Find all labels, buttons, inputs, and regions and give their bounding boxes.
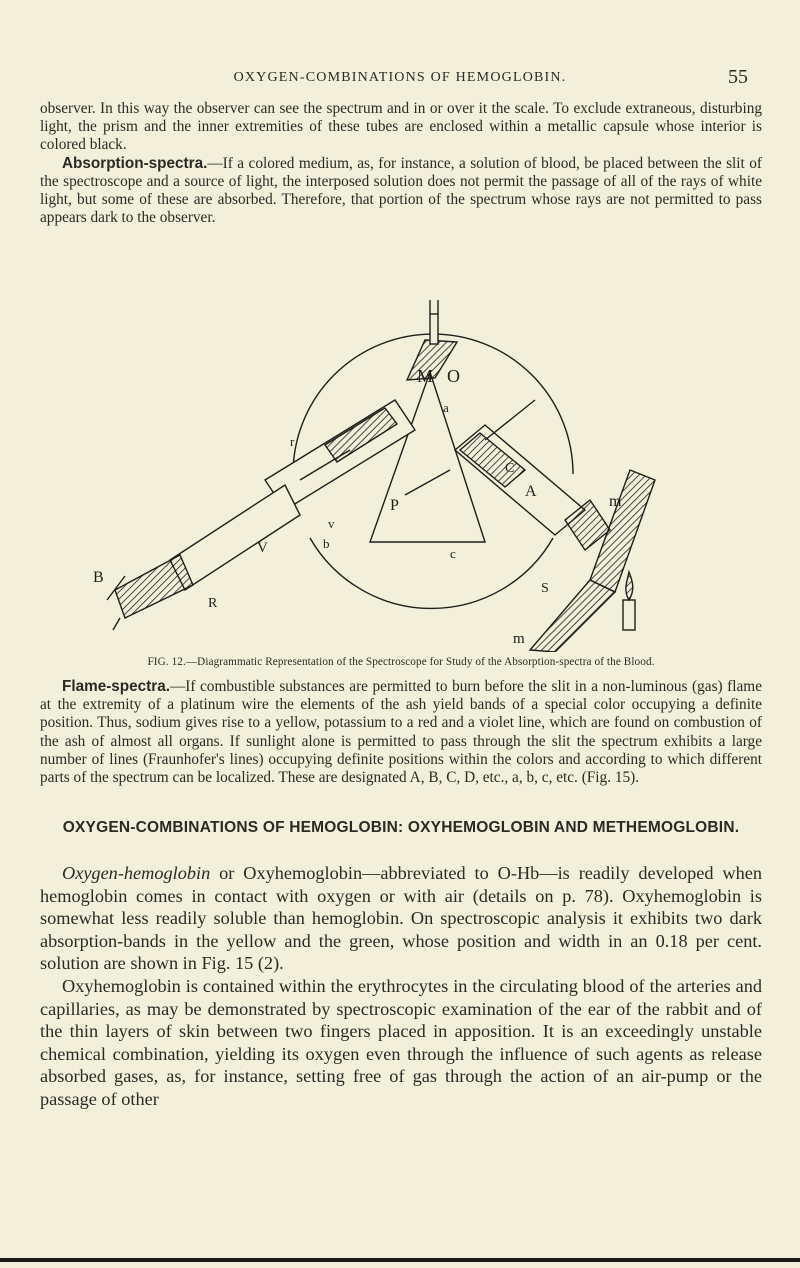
paragraph-circulating-blood: Oxyhemoglobin is contained within the erythrocytes in the circulating blood of the arteries and capillaries, as may be demonstrated by spectroscopic examination of the ear of the rabbit and of the thin layers of skin between two fingers placed in apposition. It is an exceedingly unstable chemical combination, yielding its oxygen even through the influence of such agents as release absorbed gases, as, for instance, setting free of gas through the action of an air-pump or the passage of other: [40, 975, 762, 1109]
label-R: R: [208, 596, 218, 611]
label-S: S: [541, 581, 549, 596]
label-A: A: [525, 483, 537, 500]
spectroscope-figure: [85, 300, 685, 652]
run-in-heading-flame: Flame-spectra.: [62, 678, 170, 695]
figure-caption: FIG. 12.—Diagrammatic Representation of the Spectroscope for Study of the Absorption-spectra of the Blood.: [147, 656, 655, 668]
flame-spectra-text: [40, 678, 762, 787]
label-a: a: [443, 400, 449, 415]
spectroscope-diagram: [85, 300, 685, 652]
label-v: v: [328, 516, 335, 531]
section-heading: OXYGEN-COMBINATIONS OF HEMOGLOBIN: OXYHEMOGLOBIN AND METHEMOGLOBIN.: [62, 819, 740, 836]
flame-text: —If combustible substances are permitted to burn before the slit in a non-luminous (gas) flame at the extremity of a platinum wire the elements of the ash yield bands of a special color occupying a definite position. Thus, sodium gives rise to a yellow, potassium to a red and a violet line, which are found on combustion of the ash of almost all organs. If sunlight alone is permitted to pass through the slit the spectrum exhibits a large number of lines (Fraunhofer's lines) occupying definite positions within the colors and according to which different parts of the spectrum can be localized. These are designated A, B, C, D, etc., a, b, c, etc. (Fig. 15).: [40, 678, 762, 787]
paragraph-observer: observer. In this way the observer can see the spectrum and in or over it the scale. To exclude extraneous, disturbing light, the prism and the inner extremities of these tubes are enclosed within a metallic capsule whose interior is colored black.: [40, 100, 762, 154]
run-in-heading-absorption: Absorption-spectra.: [62, 154, 208, 172]
label-P: P: [390, 497, 399, 514]
label-r: r: [290, 434, 295, 449]
label-m-top: m: [609, 493, 622, 510]
oxyhemoglobin-text: [40, 862, 762, 1111]
paragraph-absorption-spectra: [40, 155, 762, 228]
oxyhemoglobin-body: or Oxyhemoglobin—abbreviated to O-Hb—is readily developed when hemoglobin comes in contact with oxygen or with air (details on p. 78). Oxyhemoglobin is somewhat less readily soluble than hemoglobin. On spectroscopic analysis it exhibits two dark absorption-bands in the yellow and the green, whose position and width in an 0.18 per cent. solution are shown in Fig. 15 (2).: [40, 863, 762, 974]
page-number: 55: [728, 66, 748, 88]
label-B: B: [93, 569, 104, 586]
paragraph-flame-spectra: [40, 678, 762, 787]
label-V: V: [257, 540, 268, 556]
label-O: O: [447, 366, 460, 386]
page-header: [0, 66, 800, 94]
intro-text: [40, 100, 762, 227]
paragraph-oxyhemoglobin: [40, 862, 762, 975]
label-b: b: [323, 536, 330, 551]
label-m-bottom: m: [513, 631, 525, 647]
absorption-text: —If a colored medium, as, for instance, a solution of blood, be placed between the slit of the spectroscope and a source of light, the interposed solution does not permit the passage of all of the rays of white light, but some of these are absorbed. Therefore, that portion of the spectrum whose rays are not permitted to pass appears dark to the observer.: [40, 154, 762, 227]
bottom-rule: [0, 1258, 800, 1262]
italic-term: Oxygen-hemoglobin: [62, 863, 211, 883]
running-head: OXYGEN-COMBINATIONS OF HEMOGLOBIN.: [233, 70, 567, 85]
label-M: M: [417, 366, 434, 386]
label-c: c: [450, 546, 456, 561]
label-C: C: [505, 461, 515, 476]
